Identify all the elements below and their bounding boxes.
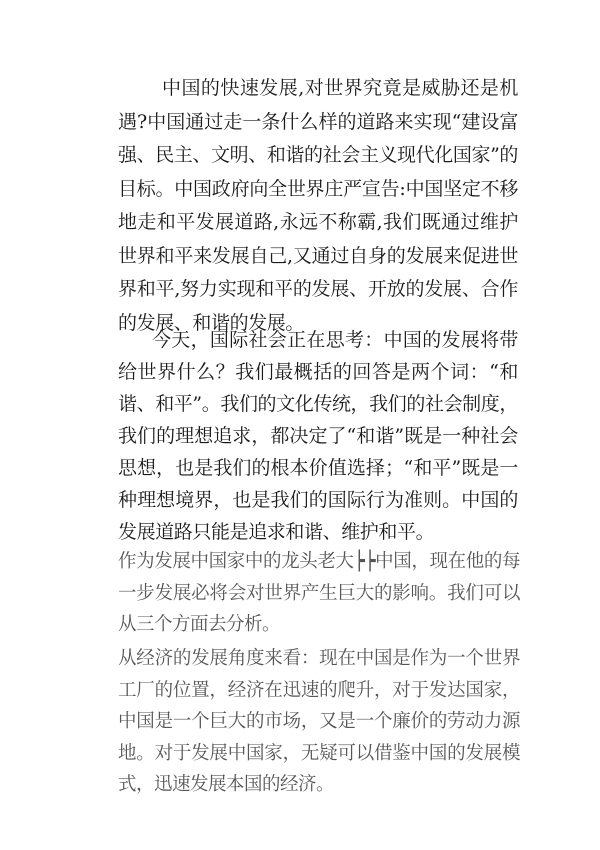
paragraph-developing-country-leader: 作为发展中国家中的龙头老大┝┝中国，现在他的每一步发展必将会对世界产生巨大的影响。我们可以从三个方面去分析。 <box>118 551 520 635</box>
paragraph-harmony-and-peace: 今天，国际社会正在思考：中国的发展将带给世界什么？我们最概括的回答是两个词：“和谐、和平”。我们的文化传统，我们的社会制度，我们的理想追求，都决定了“和谐”既是一种社会思想，也是我们的根本价值选择；“和平”既是一种理想境界，也是我们的国际行为准则。中国的发展道路只能是追求和谐、维护和平。 <box>118 329 518 543</box>
paragraph-economic-perspective: 从经济的发展角度来看：现在中国是作为一个世界工厂的位置，经济在迅速的爬升，对于发达国家，中国是一个巨大的市场，又是一个廉价的劳动力源地。对于发展中国家，无疑可以借鉴中国的发展模式，迅速发展本国的经济。 <box>118 648 520 795</box>
paragraph-rise-of-china: 中国的快速发展,对世界究竟是威胁还是机遇?中国通过走一条什么样的道路来实现“建设富强、民主、文明、和谐的社会主义现代化国家”的目标。中国政府向全世界庄严宣告:中国坚定不移地走和平发展道路,永远不称霸,我们既通过维护世界和平来发展自己,又通过自身的发展来促进世界和平,努力实现和平的发展、开放的发展、合作的发展、和谐的发展。 <box>118 77 518 334</box>
